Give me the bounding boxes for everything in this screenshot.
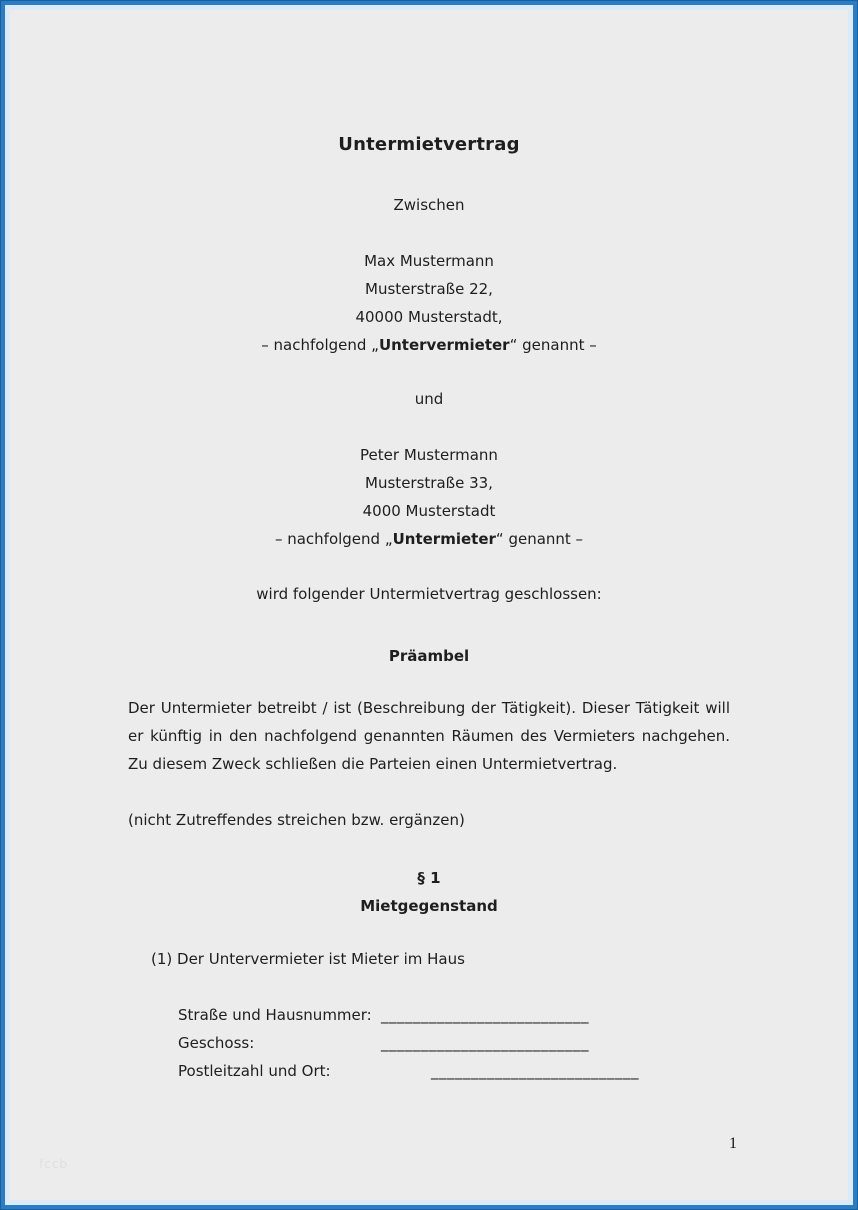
between-label: Zwischen xyxy=(393,196,465,214)
field-label-postalcode-city: Postleitzahl und Ort: xyxy=(178,1062,331,1080)
section-1-number: § 1 xyxy=(417,869,441,887)
field-row-postalcode-city xyxy=(178,1057,730,1085)
subtenant-designation-term: Untermieter xyxy=(392,530,496,548)
preamble-heading: Präambel xyxy=(388,647,470,665)
sublessor-city: 40000 Musterstadt, xyxy=(355,308,503,326)
sublessor-designation-prefix: – nachfolgend „ xyxy=(261,336,379,354)
field-label-street: Straße und Hausnummer: xyxy=(178,1006,372,1024)
party-subtenant-block xyxy=(128,441,730,553)
sublessor-designation xyxy=(128,331,730,359)
subtenant-designation xyxy=(128,525,730,553)
section-1-title: Mietgegenstand xyxy=(360,897,498,915)
document-body xyxy=(128,5,730,1085)
field-row-floor xyxy=(178,1029,730,1057)
field-label-floor: Geschoss: xyxy=(178,1034,255,1052)
address-fields xyxy=(178,1001,730,1085)
document-title: Untermietvertrag xyxy=(338,134,520,155)
sublessor-designation-suffix: “ genannt – xyxy=(509,336,597,354)
watermark-text: fccb xyxy=(39,1157,69,1171)
subtenant-designation-prefix: – nachfolgend „ xyxy=(274,530,393,548)
section-1-heading-block xyxy=(128,864,730,920)
field-blank-floor: __________________________ xyxy=(381,1034,589,1052)
preamble-note: (nicht Zutreffendes streichen bzw. ergänzen) xyxy=(128,811,465,829)
page-number: 1 xyxy=(729,1135,737,1152)
sublessor-name: Max Mustermann xyxy=(364,252,494,270)
field-blank-street: __________________________ xyxy=(381,1006,589,1024)
sublessor-designation-term: Untervermieter xyxy=(378,336,510,354)
conjunction-und: und xyxy=(414,390,444,408)
subtenant-name: Peter Mustermann xyxy=(360,446,498,464)
contract-closing-line: wird folgender Untermietvertrag geschlossen: xyxy=(256,585,602,603)
preamble-paragraph: Der Untermieter betreibt / ist (Beschreibung der Tätigkeit). Dieser Tätigkeit will er künftig in den nachfolgend genannten Räumen des Vermieters nachgehen. Zu diesem Zweck schließen die Parteien einen Untermietvertrag. xyxy=(128,699,730,773)
party-sublessor-block xyxy=(128,247,730,359)
section-1-clause-1: (1) Der Untervermieter ist Mieter im Haus xyxy=(151,950,465,968)
subtenant-city: 4000 Musterstadt xyxy=(362,502,496,520)
contract-page xyxy=(1,1,857,1209)
sublessor-street: Musterstraße 22, xyxy=(365,280,493,298)
subtenant-designation-suffix: “ genannt – xyxy=(495,530,584,548)
subtenant-street: Musterstraße 33, xyxy=(365,474,493,492)
field-blank-postalcode-city: __________________________ xyxy=(431,1062,639,1080)
field-row-street xyxy=(178,1001,730,1029)
